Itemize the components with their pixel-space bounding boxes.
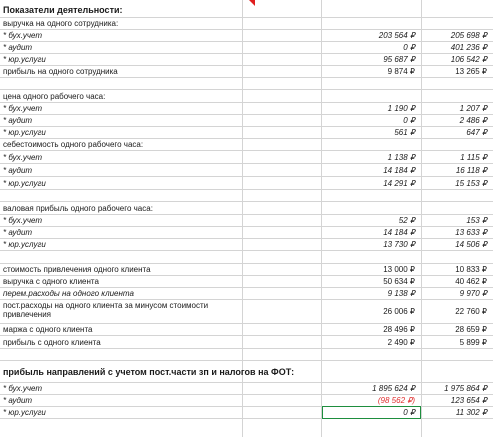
value-period-2[interactable]: 205 698 ₽ [450, 31, 487, 40]
value-period-1[interactable]: 50 634 ₽ [383, 277, 415, 286]
value-period-1[interactable]: 13 000 ₽ [383, 265, 415, 274]
table-row [0, 239, 493, 251]
value-period-1[interactable] [321, 202, 421, 214]
table-row [0, 202, 493, 215]
table-row [0, 42, 493, 54]
value-period-2[interactable]: 28 659 ₽ [455, 325, 487, 334]
row-label[interactable]: * аудит [3, 228, 33, 237]
value-period-2[interactable] [421, 361, 493, 382]
value-period-1[interactable] [321, 349, 421, 360]
value-period-2[interactable]: 13 265 ₽ [455, 67, 487, 76]
row-label[interactable]: прибыль направлений с учетом пост.части зп и налогов на ФОТ: [3, 366, 295, 377]
row-label[interactable] [0, 349, 242, 360]
value-period-1[interactable] [321, 251, 421, 263]
value-period-2[interactable]: 5 899 ₽ [459, 337, 487, 347]
table-row [0, 361, 493, 383]
table-row [0, 30, 493, 42]
value-period-1[interactable]: 52 ₽ [398, 216, 415, 225]
table-row [0, 127, 493, 139]
row-label[interactable] [0, 190, 242, 201]
row-label[interactable] [0, 251, 242, 263]
table-row [0, 139, 493, 151]
value-period-2[interactable]: 1 975 864 ₽ [444, 384, 487, 393]
value-period-2[interactable]: 15 153 ₽ [455, 178, 487, 188]
value-period-2[interactable] [421, 251, 493, 263]
value-period-2[interactable]: 16 118 ₽ [455, 165, 487, 175]
value-period-1[interactable]: 9 138 ₽ [387, 289, 415, 298]
row-label[interactable]: выручка с одного клиента [3, 277, 99, 286]
value-period-2[interactable]: 40 462 ₽ [455, 277, 487, 286]
table-row [0, 164, 493, 177]
value-period-2[interactable]: 401 236 ₽ [450, 43, 487, 52]
selected-cell-outline [322, 406, 421, 419]
table-row [0, 115, 493, 127]
value-period-1[interactable]: 2 490 ₽ [387, 337, 415, 347]
value-period-1[interactable]: (98 562 ₽) [377, 396, 415, 405]
value-period-2[interactable]: 13 633 ₽ [455, 228, 487, 237]
table-row [0, 54, 493, 66]
value-period-1[interactable]: 0 ₽ [403, 43, 415, 52]
value-period-1[interactable] [321, 90, 421, 102]
table-row [0, 276, 493, 288]
value-period-2[interactable] [421, 18, 493, 29]
value-period-1[interactable] [321, 190, 421, 201]
table-row [0, 66, 493, 78]
value-period-2[interactable]: 153 ₽ [466, 216, 487, 225]
value-period-1[interactable]: 14 184 ₽ [383, 228, 415, 237]
value-period-1[interactable]: 9 874 ₽ [387, 67, 415, 76]
row-label[interactable]: * аудит [3, 43, 33, 52]
value-period-1[interactable] [321, 78, 421, 89]
value-period-2[interactable]: 106 542 ₽ [450, 55, 487, 64]
table-row [0, 177, 493, 190]
row-label[interactable]: стоимость привлечения одного клиента [3, 265, 151, 274]
table-row [0, 151, 493, 164]
row-label[interactable]: * аудит [3, 116, 33, 125]
row-label[interactable]: пост.расходы на одного клиента за минусом стоимости привлечения [3, 301, 209, 319]
table-row [0, 383, 493, 395]
row-label[interactable]: * бух.учет [3, 104, 43, 113]
value-period-2[interactable]: 2 486 ₽ [459, 116, 487, 125]
row-label[interactable]: * бух.учет [3, 384, 43, 393]
table-row [0, 251, 493, 264]
value-period-1[interactable] [321, 139, 421, 150]
value-period-2[interactable] [421, 202, 493, 214]
value-period-2[interactable]: 11 302 ₽ [455, 408, 487, 417]
row-label[interactable]: выручка на одного сотрудника: [3, 19, 119, 28]
value-period-1[interactable]: 26 006 ₽ [383, 307, 415, 316]
table-row [0, 90, 493, 103]
row-label[interactable]: * бух.учет [3, 216, 43, 225]
value-period-2[interactable]: 1 115 ₽ [460, 152, 487, 162]
row-label[interactable]: валовая прибыль одного рабочего часа: [3, 203, 153, 213]
value-period-2[interactable]: 647 ₽ [466, 128, 487, 137]
value-period-1[interactable]: 28 496 ₽ [383, 325, 415, 334]
table-row [0, 264, 493, 276]
row-label[interactable]: прибыль на одного сотрудника [3, 67, 118, 76]
value-period-1[interactable]: 1 190 ₽ [387, 104, 415, 113]
table-row [0, 18, 493, 30]
value-period-1[interactable]: 1 895 624 ₽ [372, 384, 415, 393]
row-label[interactable]: * юр.услуги [3, 240, 46, 249]
row-label[interactable]: * бух.учет [3, 152, 43, 162]
row-label[interactable]: * юр.услуги [3, 178, 46, 188]
row-label[interactable]: маржа с одного клиента [3, 325, 93, 334]
table-row [0, 78, 493, 90]
table-row [0, 215, 493, 227]
value-period-1[interactable]: 95 687 ₽ [383, 55, 415, 64]
row-label[interactable]: * аудит [3, 396, 33, 405]
table-row [0, 2, 493, 18]
table-row [0, 336, 493, 349]
value-period-2[interactable] [421, 349, 493, 360]
value-period-1[interactable]: 0 ₽ [403, 116, 415, 125]
row-label[interactable]: цена одного рабочего часа: [3, 91, 106, 101]
row-label[interactable]: * юр.услуги [3, 408, 46, 417]
value-period-2[interactable]: 10 833 ₽ [455, 265, 487, 274]
value-period-2[interactable] [421, 2, 493, 17]
value-period-2[interactable]: 123 654 ₽ [450, 396, 487, 405]
value-period-2[interactable] [421, 190, 493, 201]
table-row [0, 227, 493, 239]
table-row [0, 300, 493, 324]
value-period-2[interactable] [421, 90, 493, 102]
row-label[interactable]: * аудит [3, 165, 33, 175]
value-period-1[interactable]: 1 138 ₽ [387, 152, 415, 162]
value-period-1[interactable]: 14 291 ₽ [383, 178, 415, 188]
value-period-2[interactable]: 14 506 ₽ [455, 240, 487, 249]
row-label[interactable]: * бух.учет [3, 31, 43, 40]
value-period-1[interactable]: 203 564 ₽ [378, 31, 415, 40]
table-row [0, 288, 493, 300]
value-period-2[interactable]: 1 207 ₽ [459, 104, 487, 113]
row-label[interactable]: * юр.услуги [3, 128, 46, 137]
value-period-1[interactable] [321, 2, 421, 17]
value-period-1[interactable] [321, 18, 421, 29]
row-label[interactable] [0, 78, 242, 89]
value-period-2[interactable]: 22 760 ₽ [455, 307, 487, 316]
row-label[interactable]: себестоимость одного рабочего часа: [3, 140, 144, 149]
value-period-2[interactable]: 9 970 ₽ [459, 289, 487, 298]
value-period-1[interactable] [321, 361, 421, 382]
value-period-1[interactable]: 561 ₽ [394, 128, 415, 137]
row-label[interactable]: Показатели деятельности: [3, 4, 123, 15]
value-period-1[interactable]: 14 184 ₽ [383, 165, 415, 175]
value-period-2[interactable] [421, 78, 493, 89]
value-period-2[interactable] [421, 139, 493, 150]
table-row [0, 103, 493, 115]
row-label[interactable]: * юр.услуги [3, 55, 46, 64]
table-row [0, 349, 493, 361]
value-period-1[interactable]: 13 730 ₽ [383, 240, 415, 249]
table-row [0, 324, 493, 336]
row-label[interactable]: прибыль с одного клиента [3, 337, 101, 347]
value-period-1[interactable]: 0 ₽ [403, 408, 415, 417]
table-row [0, 190, 493, 202]
row-label[interactable]: перем.расходы на одного клиента [3, 289, 134, 298]
